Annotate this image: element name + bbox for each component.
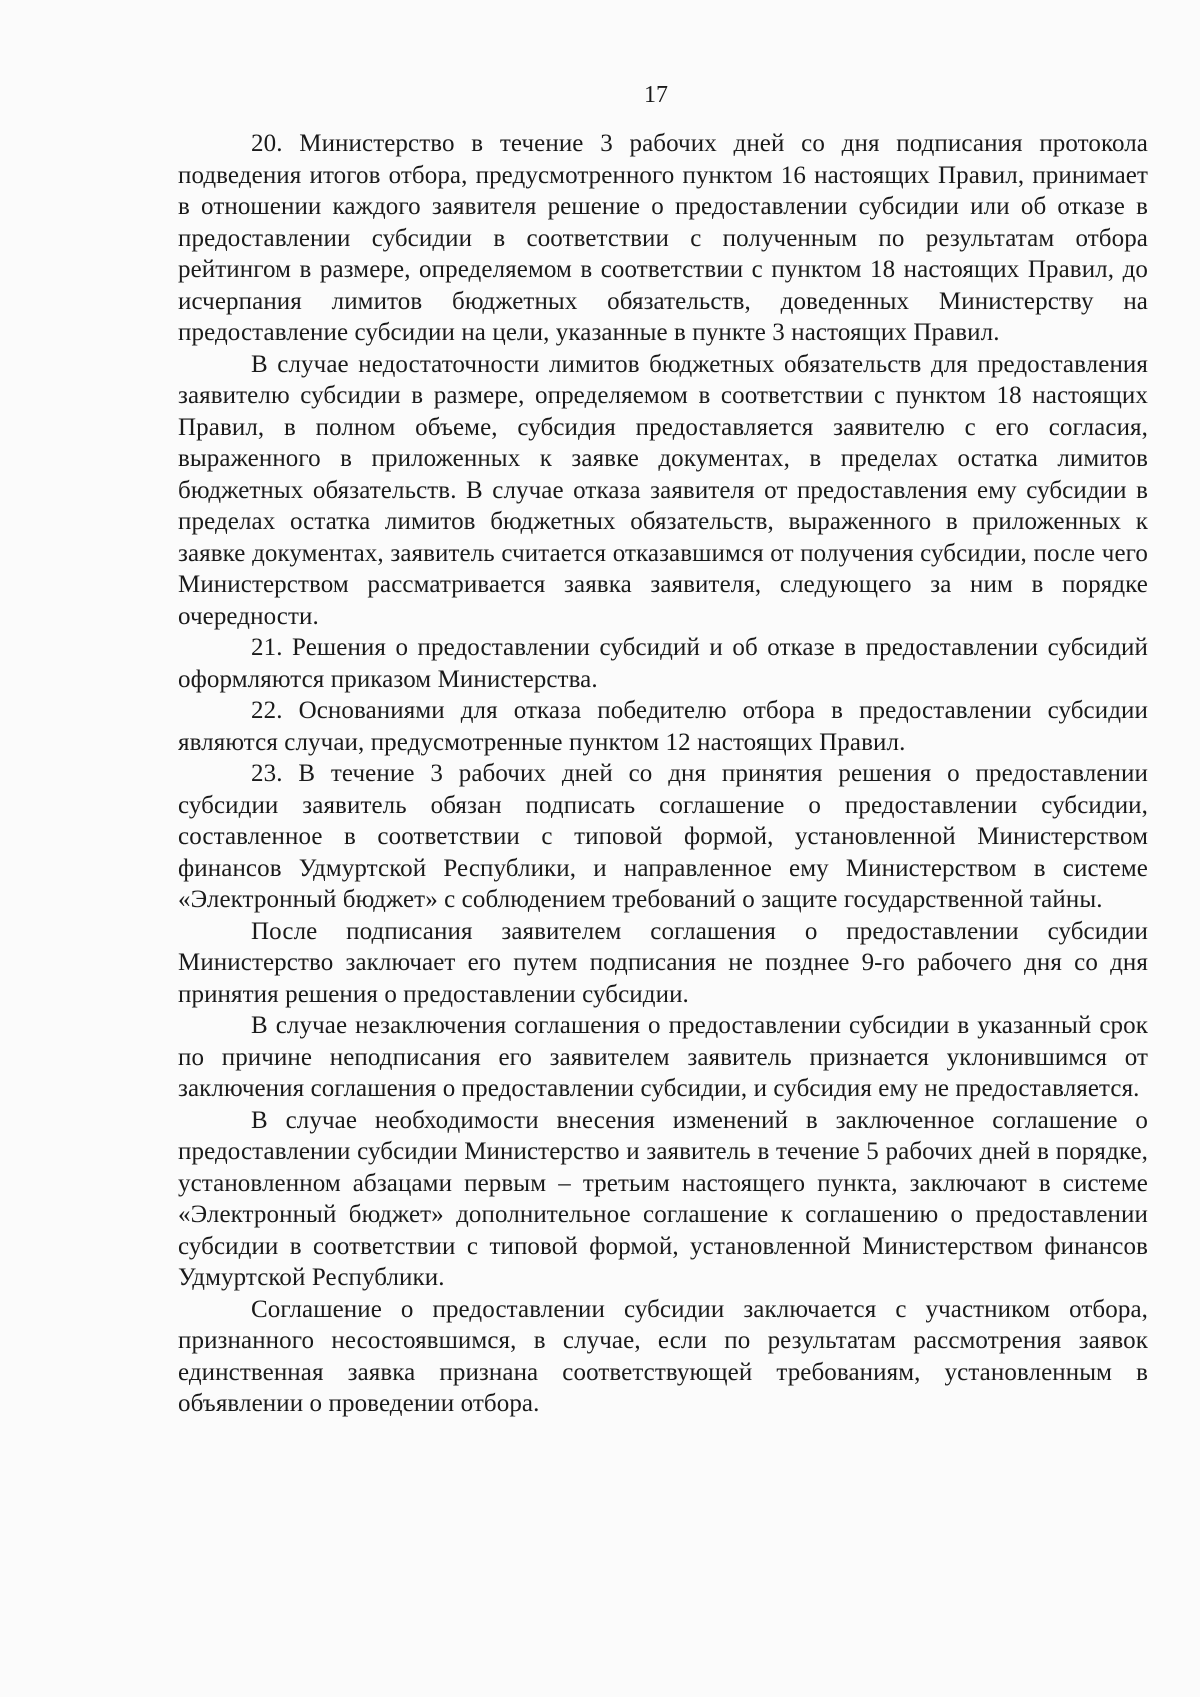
paragraph-22: 22. Основаниями для отказа победителю отбора в предоставлении субсидии являются случаи, предусмотренные пунктом 12 настоящих Правил. <box>178 697 1148 756</box>
paragraph-23-amendments: В случае необходимости внесения изменений в заключенное соглашение о предоставлении субсидии Министерство и заявитель в течение 5 рабочих дней в порядке, установленном абзацами первым – третьим настоящего пункта, заключают в системе «Электронный бюджет» дополнительное соглашение к соглашению о предоставлении субсидии в соответствии с типовой формой, установленной Министерством финансов Удмуртской Республики. <box>178 1106 1148 1291</box>
paragraph-21: 21. Решения о предоставлении субсидий и об отказе в предоставлении субсидий оформляются приказом Министерства. <box>178 634 1148 693</box>
paragraph-23: 23. В течение 3 рабочих дней со дня принятия решения о предоставлении субсидии заявитель обязан подписать соглашение о предоставлении субсидии, составленное в соответствии с типовой формой, установленной Министерством финансов Удмуртской Республики, и направленное ему Министерством в системе «Электронный бюджет» с соблюдением требований о защите государственной тайны. <box>178 760 1148 913</box>
paragraph-20-insufficient-limits: В случае недостаточности лимитов бюджетных обязательств для предоставления заявителю субсидии в размере, определяемом в соответствии с пунктом 18 настоящих Правил, в полном объеме, субсидия предоставляется заявителю с его согласия, выраженного в приложенных к заявке документах, в пределах остатка лимитов бюджетных обязательств. В случае отказа заявителя от предоставления ему субсидии в пределах остатка лимитов бюджетных обязательств, выраженного в приложенных к заявке документах, заявитель считается отказавшимся от получения субсидии, после чего Министерством рассматривается заявка заявителя, следующего за ним в порядке очередности. <box>178 350 1148 630</box>
paragraph-23-single-participant: Соглашение о предоставлении субсидии заключается с участником отбора, признанного несостоявшимся, в случае, если по результатам рассмотрения заявок единственная заявка признана соответствующей требованиям, установленным в объявлении о проведении отбора. <box>178 1295 1148 1417</box>
page-number: 17 <box>644 82 668 108</box>
paragraph-20: 20. Министерство в течение 3 рабочих дней со дня подписания протокола подведения итогов отбора, предусмотренного пунктом 16 настоящих Правил, принимает в отношении каждого заявителя решение о предоставлении субсидии или об отказе в предоставлении субсидии в соответствии с полученным по результатам отбора рейтингом в размере, определяемом в соответствии с пунктом 18 настоящих Правил, до исчерпания лимитов бюджетных обязательств, доведенных Министерству на предоставление субсидии на цели, указанные в пункте 3 настоящих Правил. <box>178 130 1148 346</box>
document-body <box>178 128 1148 1420</box>
paragraph-23-signing: После подписания заявителем соглашения о предоставлении субсидии Министерство заключает его путем подписания не позднее 9-го рабочего дня со дня принятия решения о предоставлении субсидии. <box>178 917 1148 1008</box>
paragraph-23-non-conclusion: В случае незаключения соглашения о предоставлении субсидии в указанный срок по причине неподписания его заявителем заявитель признается уклонившимся от заключения соглашения о предоставлении субсидии, и субсидия ему не предоставляется. <box>178 1012 1148 1102</box>
